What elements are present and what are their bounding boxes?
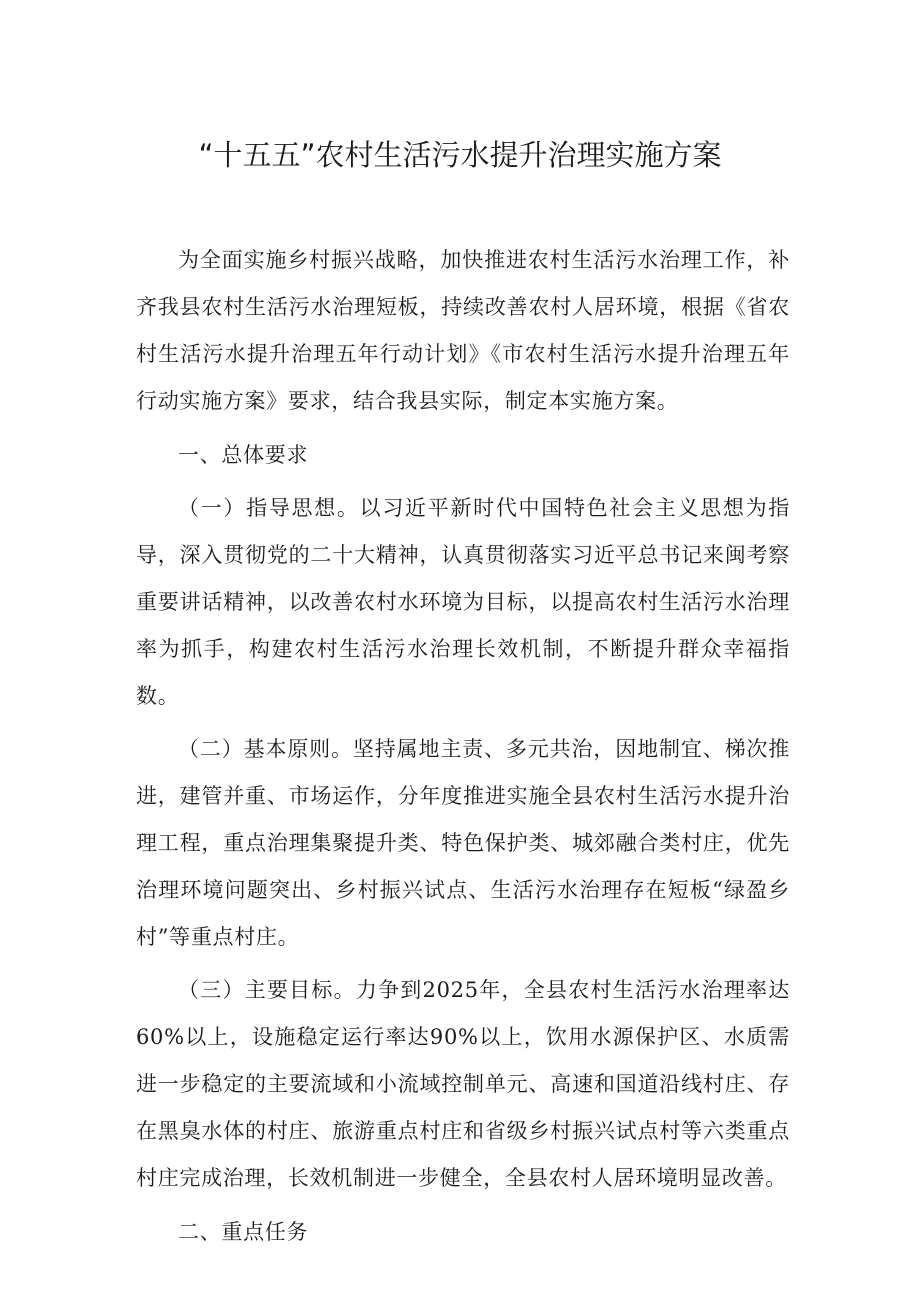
main-goals-paragraph: （三）主要目标。力争到2025年，全县农村生活污水治理率达60%以上，设施稳定运行率达90%以上，饮用水源保护区、水质需进一步稳定的主要流域和小流域控制单元、高速和国道沿线村庄、存在黑臭水体的村庄、旅游重点村庄和省级乡村振兴试点村等六类重点村庄完成治理，长效机制进一步健全，全县农村人居环境明显改善。 (136, 978, 790, 1190)
document-title: “十五五”农村生活污水提升治理实施方案 (198, 138, 722, 172)
section-heading-key-tasks: 二、重点任务 (178, 1220, 309, 1244)
intro-paragraph: 为全面实施乡村振兴战略，加快推进农村生活污水治理工作，补齐我县农村生活污水治理短板，持续改善农村人居环境，根据《省农村生活污水提升治理五年行动计划》《市农村生活污水提升治理五年行动实施方案》要求，结合我县实际，制定本实施方案。 (136, 248, 790, 413)
basic-principles-paragraph: （二）基本原则。坚持属地主责、多元共治，因地制宜、梯次推进，建管并重、市场运作，分年度推进实施全县农村生活污水提升治理工程，重点治理集聚提升类、特色保护类、城郊融合类村庄，优先治理环境问题突出、乡村振兴试点、生活污水治理存在短板“绿盈乡村”等重点村庄。 (136, 737, 790, 949)
document-body (136, 237, 790, 1256)
guiding-ideology-paragraph: （一）指导思想。以习近平新时代中国特色社会主义思想为指导，深入贯彻党的二十大精神，认真贯彻落实习近平总书记来闽考察重要讲话精神，以改善农村水环境为目标，以提高农村生活污水治理率为抓手，构建农村生活污水治理长效机制，不断提升群众幸福指数。 (136, 496, 790, 708)
section-heading-general-requirements: 一、总体要求 (178, 443, 309, 467)
